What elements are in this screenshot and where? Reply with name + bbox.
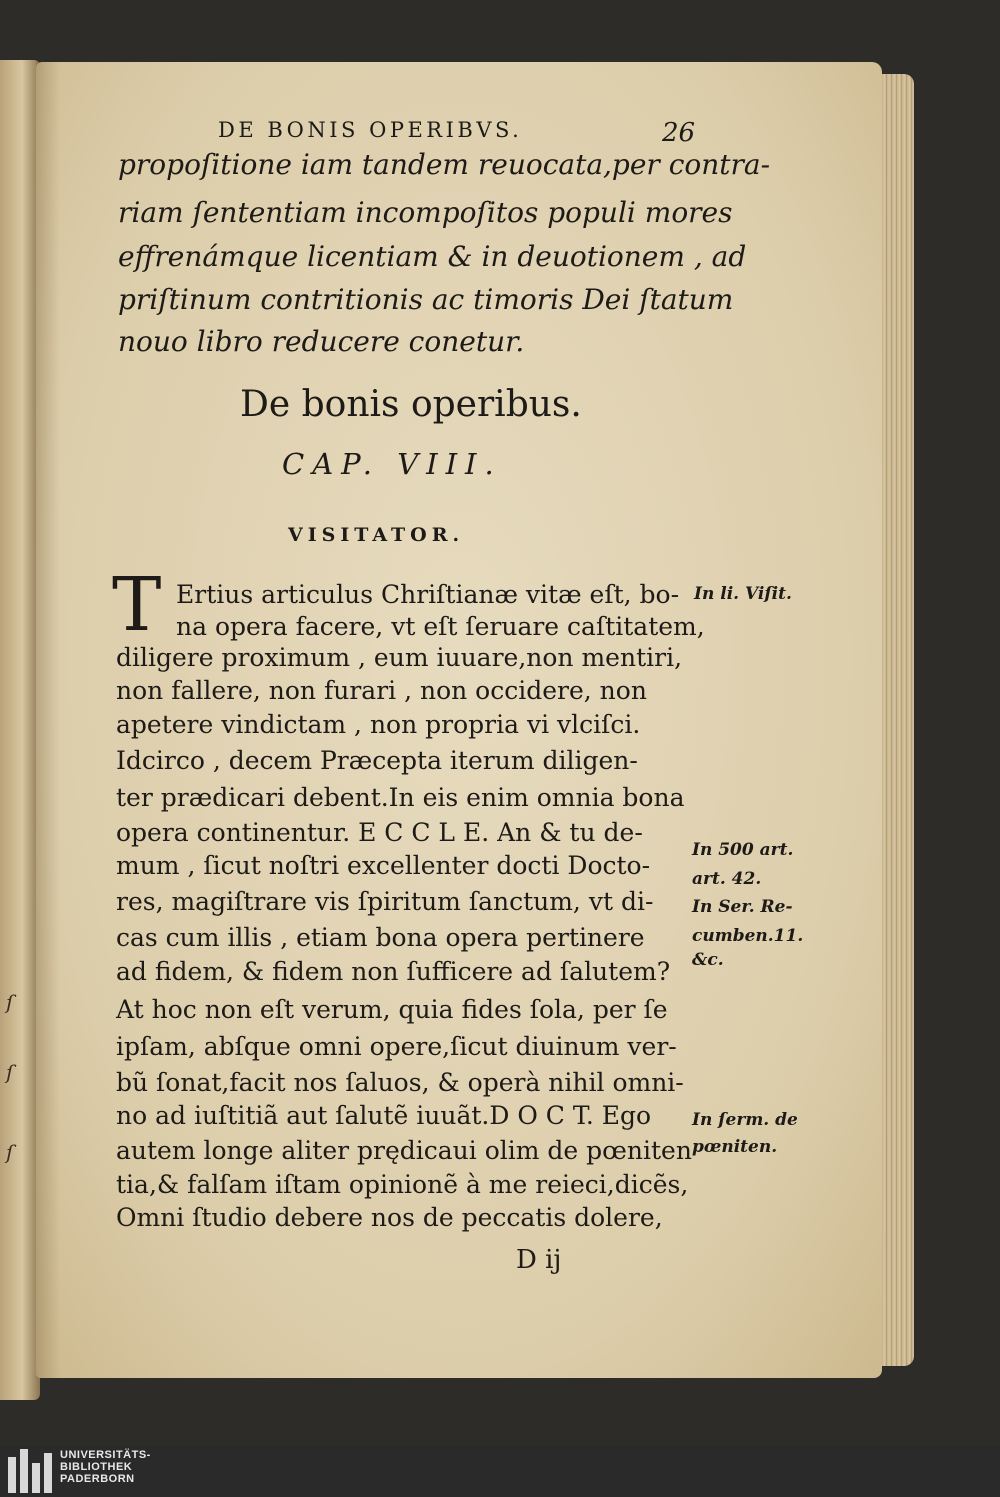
body-line: Ertius articulus Chriſtianæ vitæ eſt, bo-: [176, 580, 680, 609]
body-line: bũ ſonat,facit nos ſaluos, & operà nihil omni-: [116, 1068, 684, 1097]
margin-note: &c.: [692, 950, 724, 970]
body-line: autem longe aliter prędicaui olim de pœniten: [116, 1136, 692, 1165]
library-name-line: PADERBORN: [60, 1473, 135, 1485]
left-page-edge: ſ ſ ſ: [0, 60, 40, 1400]
body-line: ad fidem, & fidem non ſufficere ad ſalutem?: [116, 957, 671, 986]
margin-note: In ſerm. de: [692, 1110, 798, 1130]
library-name-line: UNIVERSITÄTS-: [60, 1449, 151, 1461]
body-line: Omni ſtudio debere nos de peccatis dolere,: [116, 1203, 663, 1232]
body-line: na opera facere, vt eſt ſeruare caſtitatem,: [176, 612, 705, 641]
speaker-label: VISITATOR.: [288, 524, 465, 546]
page-number: 26: [662, 118, 696, 148]
margin-note: In 500 art.: [692, 840, 794, 860]
chapter-title: De bonis operibus.: [240, 384, 582, 425]
body-line: cas cum illis , etiam bona opera pertinere: [116, 923, 645, 952]
catchword-signature: D ij: [516, 1245, 562, 1275]
body-line: apetere vindictam , non propria vi vlciſci.: [116, 710, 641, 739]
margin-note: pœniten.: [692, 1137, 778, 1157]
body-line: res, magiſtrare vis ſpiritum ſanctum, vt di-: [116, 887, 654, 916]
margin-note: In Ser. Re-: [692, 897, 793, 917]
body-line: diligere proximum , eum iuuare,non mentiri,: [116, 643, 683, 672]
library-logo-icon: [8, 1449, 54, 1493]
body-line: ipſam, abſque omni opere,ſicut diuinum ver-: [116, 1032, 677, 1061]
body-line: opera continentur. E C C L E. An & tu de-: [116, 818, 643, 847]
body-line: At hoc non eſt verum, quia fides ſola, per ſe: [116, 995, 668, 1024]
intro-line: propoſitione iam tandem reuocata,per contra-: [118, 148, 771, 181]
body-line: ter prædicari debent.In eis enim omnia bona: [116, 783, 685, 812]
page-gutter-shadow: [36, 62, 60, 1378]
intro-line: nouo libro reducere conetur.: [118, 325, 525, 358]
running-title: DE BONIS OPERIBVS.: [218, 118, 523, 142]
intro-line: riam ſententiam incompoſitos populi mores: [118, 196, 733, 229]
margin-note: art. 42.: [692, 869, 762, 889]
library-name-line: BIBLIOTHEK: [60, 1461, 133, 1473]
body-line: no ad iuſtitiã aut ſalutẽ iuuãt.D O C T. Ego: [116, 1101, 652, 1130]
body-line: mum , ſicut noſtri excellenter docti Docto-: [116, 851, 651, 880]
intro-line: effrenámque licentiam & in deuotionem , ad: [118, 240, 747, 273]
margin-note: cumben.11.: [692, 926, 804, 946]
drop-capital: T: [112, 562, 162, 648]
body-line: tia,& falſam iſtam opinionẽ à me reieci,dicẽs,: [116, 1170, 689, 1199]
intro-line: priſtinum contritionis ac timoris Dei ſtatum: [118, 283, 734, 316]
body-line: non fallere, non furari , non occidere, non: [116, 676, 647, 705]
margin-note: In li. Viſit.: [694, 584, 792, 604]
chapter-number: CAP. VIII.: [282, 447, 502, 481]
body-line: Idcirco , decem Præcepta iterum diligen-: [116, 746, 638, 775]
